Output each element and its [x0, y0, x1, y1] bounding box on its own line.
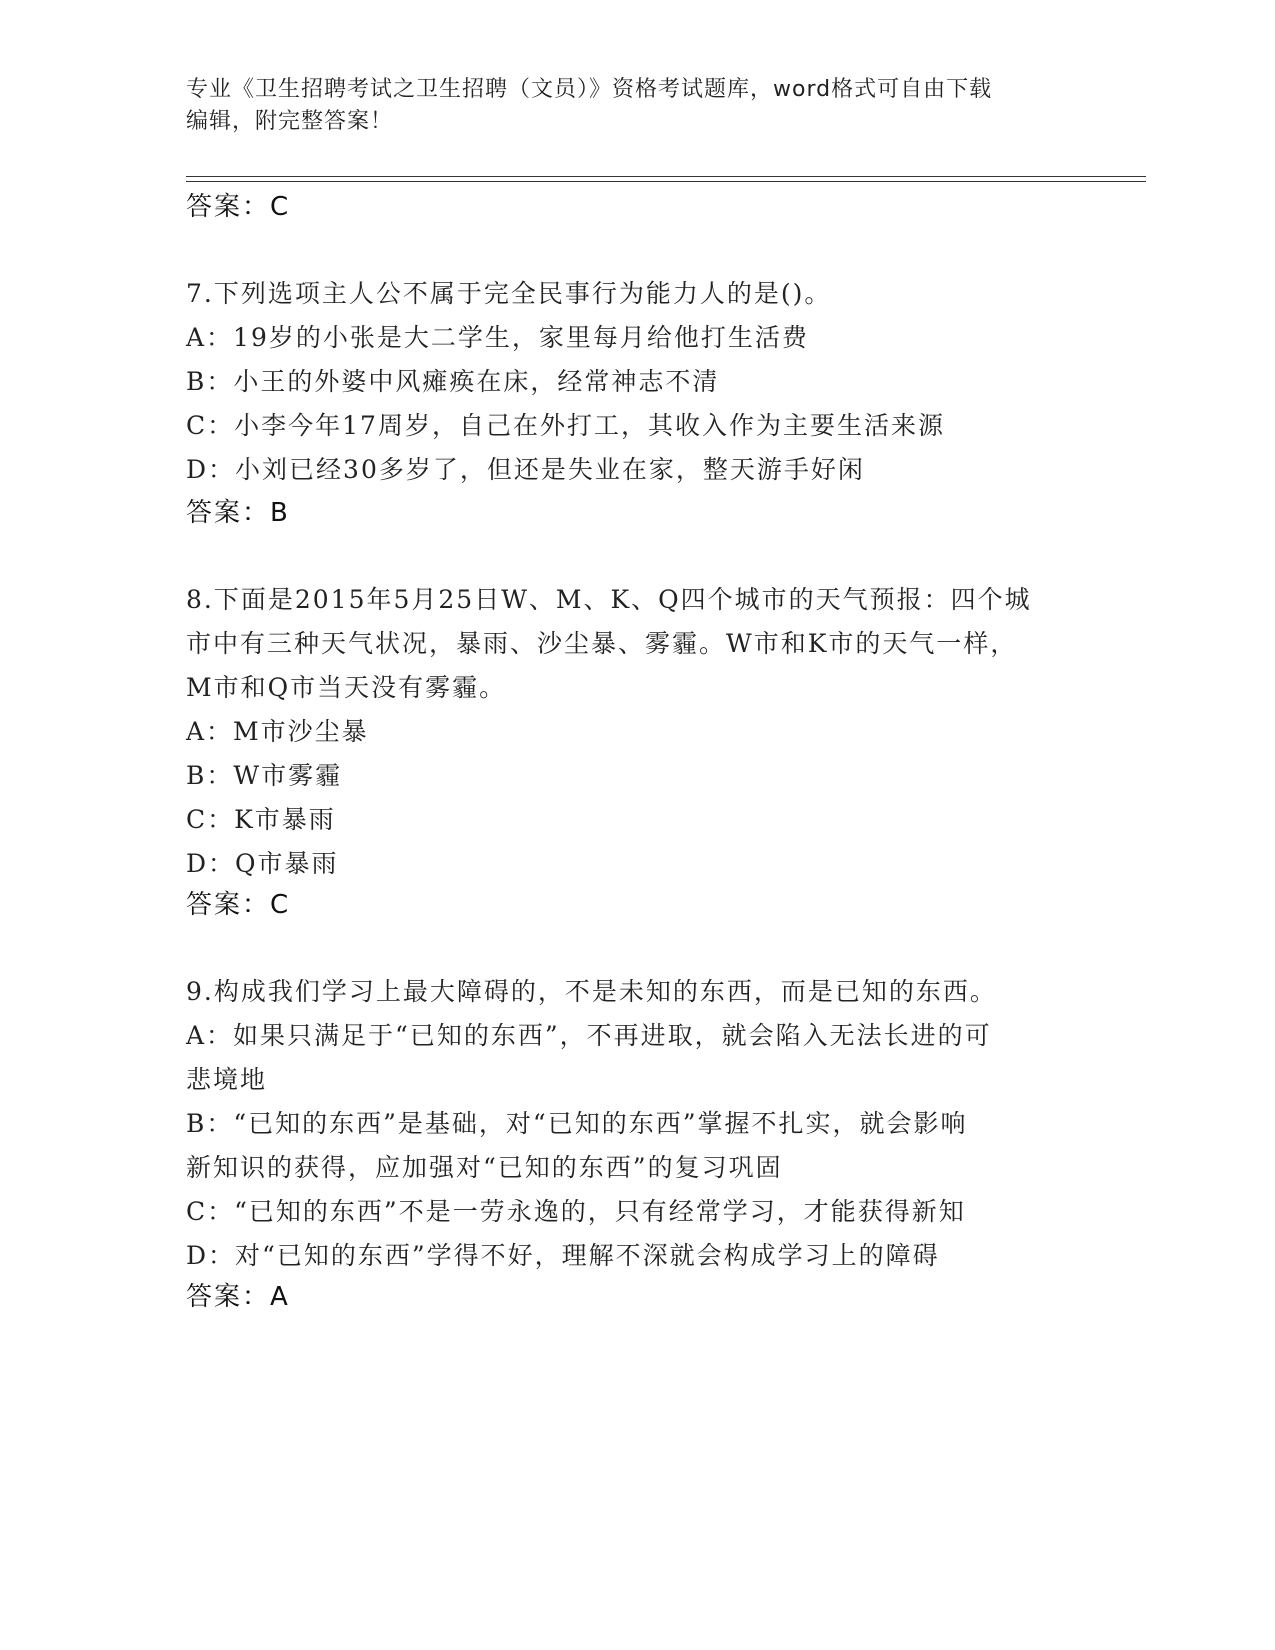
answer-6: 答案：C — [186, 192, 291, 222]
answer-8: 答案：C — [186, 890, 291, 920]
question-8-option-b: B：W市雾霾 — [186, 761, 343, 790]
header-rule-top — [186, 176, 1146, 177]
document-header — [186, 74, 1066, 138]
question-9-option-b-line-1: B：“已知的东西”是基础，对“已知的东西”掌握不扎实，就会影响 — [186, 1109, 968, 1138]
question-9-stem: 9.构成我们学习上最大障碍的，不是未知的东西，而是已知的东西。 — [186, 977, 997, 1006]
question-7-option-a: A：19岁的小张是大二学生，家里每月给他打生活费 — [186, 323, 809, 352]
header-rule-bottom — [186, 181, 1146, 182]
answer-9: 答案：A — [186, 1282, 290, 1312]
question-8-stem-line-3: M市和Q市当天没有雾霾。 — [186, 673, 507, 702]
question-8-stem-line-2: 市中有三种天气状况，暴雨、沙尘暴、雾霾。W市和K市的天气一样， — [186, 629, 1018, 658]
question-7-option-d: D：小刘已经30多岁了，但还是失业在家，整天游手好闲 — [186, 455, 865, 484]
header-line-2: 编辑，附完整答案！ — [186, 109, 394, 134]
question-9-option-c: C：“已知的东西”不是一劳永逸的，只有经常学习，才能获得新知 — [186, 1197, 966, 1226]
question-9-option-a-line-1: A：如果只满足于“已知的东西”，不再进取，就会陷入无法长进的可 — [186, 1021, 992, 1050]
question-8-option-d: D：Q市暴雨 — [186, 849, 339, 878]
question-8-stem-line-1: 8.下面是2015年5月25日W、M、K、Q四个城市的天气预报：四个城 — [186, 585, 1032, 614]
question-7-option-c: C：小李今年17周岁，自己在外打工，其收入作为主要生活来源 — [186, 411, 945, 440]
header-line-1: 专业《卫生招聘考试之卫生招聘（文员）》资格考试题库，word格式可自由下载 — [186, 77, 993, 102]
question-8-option-c: C：K市暴雨 — [186, 805, 336, 834]
question-9-option-b-line-2: 新知识的获得，应加强对“已知的东西”的复习巩固 — [186, 1153, 783, 1182]
question-8-option-a: A：M市沙尘暴 — [186, 717, 369, 746]
answer-7: 答案：B — [186, 498, 290, 528]
question-9-option-d: D：对“已知的东西”学得不好，理解不深就会构成学习上的障碍 — [186, 1241, 940, 1270]
question-7-stem: 7.下列选项主人公不属于完全民事行为能力人的是()。 — [186, 279, 832, 308]
question-7-option-b: B：小王的外婆中风瘫痪在床，经常神志不清 — [186, 367, 720, 396]
question-9-option-a-line-2: 悲境地 — [186, 1065, 268, 1094]
